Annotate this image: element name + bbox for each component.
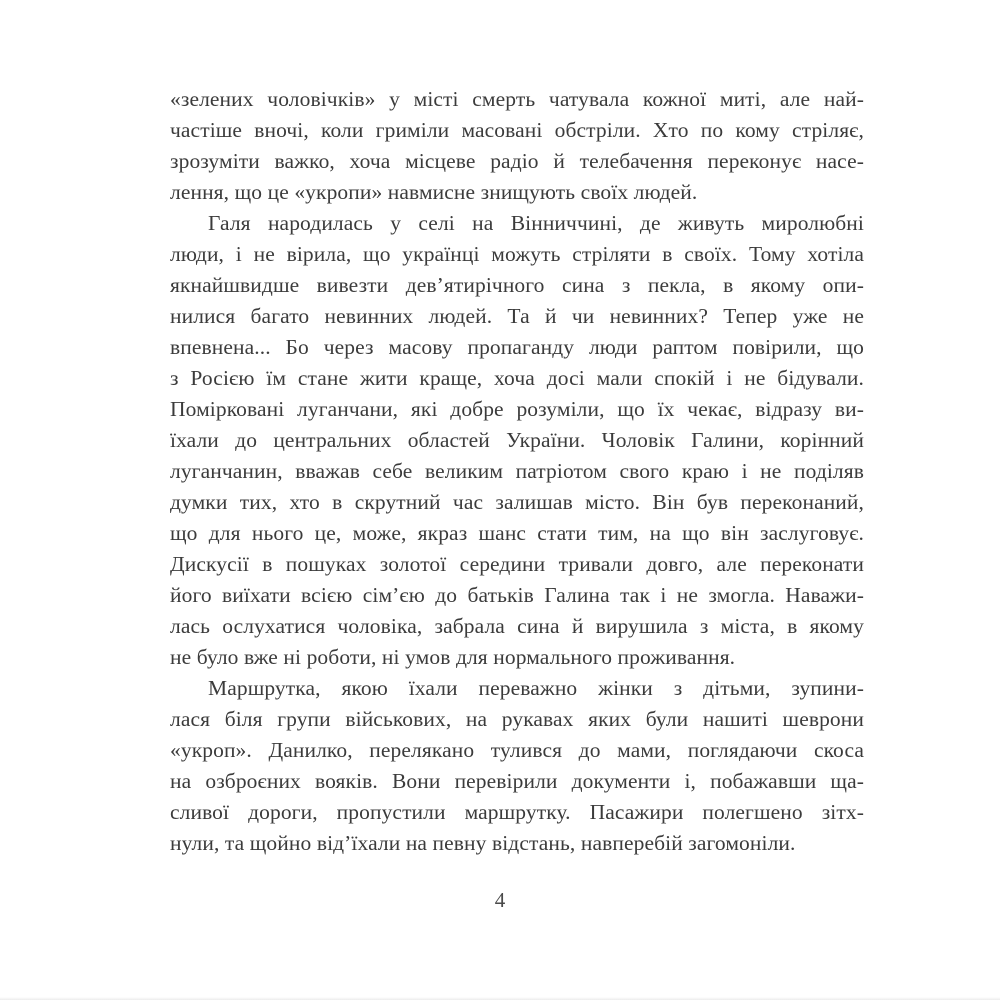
text-line: якнайшвидше вивезти дев’ятирічного сина з пекла, в якому опи- xyxy=(170,273,864,297)
paragraph xyxy=(170,208,864,673)
text-line: лася біля групи військових, на рукавах яких були нашиті шеврони xyxy=(170,707,864,731)
text-line: їхали до центральних областей України. Чоловік Галини, корінний xyxy=(170,428,864,452)
text-line: лась ослухатися чоловіка, забрала сина й вирушила з міста, в якому xyxy=(170,614,864,638)
text-line: сливої дороги, пропустили маршрутку. Пасажири полегшено зітх- xyxy=(170,800,864,824)
text-line: зрозуміти важко, хоча місцеве радіо й телебачення переконує насе- xyxy=(170,149,864,173)
text-line: не було вже ні роботи, ні умов для нормального проживання. xyxy=(170,645,736,669)
text-line: люди, і не вірила, що українці можуть стріляти в своїх. Тому хотіла xyxy=(170,242,864,266)
text-line: «зелених чоловічків» у місті смерть чатувала кожної миті, але най- xyxy=(170,87,864,111)
text-line: Галя народилась у селі на Вінниччині, де живуть миролюбні xyxy=(208,211,864,235)
text-line: «укроп». Данилко, перелякано тулився до мами, поглядаючи скоса xyxy=(170,738,864,762)
text-line: частіше вночі, коли гриміли масовані обстріли. Хто по кому стріляє, xyxy=(170,118,864,142)
text-line: Дискусії в пошуках золотої середини тривали довго, але переконати xyxy=(170,552,864,576)
text-line: нилися багато невинних людей. Та й чи невинних? Тепер уже не xyxy=(170,304,864,328)
text-line: луганчанин, вважав себе великим патріотом свого краю і не поділяв xyxy=(170,459,864,483)
text-line: впевнена... Бо через масову пропаганду люди раптом повірили, що xyxy=(170,335,864,359)
text-block xyxy=(170,84,864,859)
text-line: Помірковані луганчани, які добре розуміли, що їх чекає, відразу ви- xyxy=(170,397,864,421)
text-line: з Росією їм стане жити краще, хоча досі мали спокій і не бідували. xyxy=(170,366,864,390)
text-line: лення, що це «укропи» навмисне знищують своїх людей. xyxy=(170,180,698,204)
page-number: 4 xyxy=(494,888,506,912)
text-line: Маршрутка, якою їхали переважно жінки з дітьми, зупини- xyxy=(208,676,864,700)
text-line: нули, та щойно від’їхали на певну відстань, навперебій загомоніли. xyxy=(170,831,796,855)
text-line: що для нього це, може, якраз шанс стати тим, на що він заслуговує. xyxy=(170,521,864,545)
paragraph xyxy=(170,84,864,208)
paragraph xyxy=(170,673,864,859)
text-line: на озброєних вояків. Вони перевірили документи і, побажавши ща- xyxy=(170,769,864,793)
text-line: думки тих, хто в скрутний час залишав місто. Він був переконаний, xyxy=(170,490,864,514)
text-line: його виїхати всією сім’єю до батьків Галина так і не змогла. Наважи- xyxy=(170,583,864,607)
